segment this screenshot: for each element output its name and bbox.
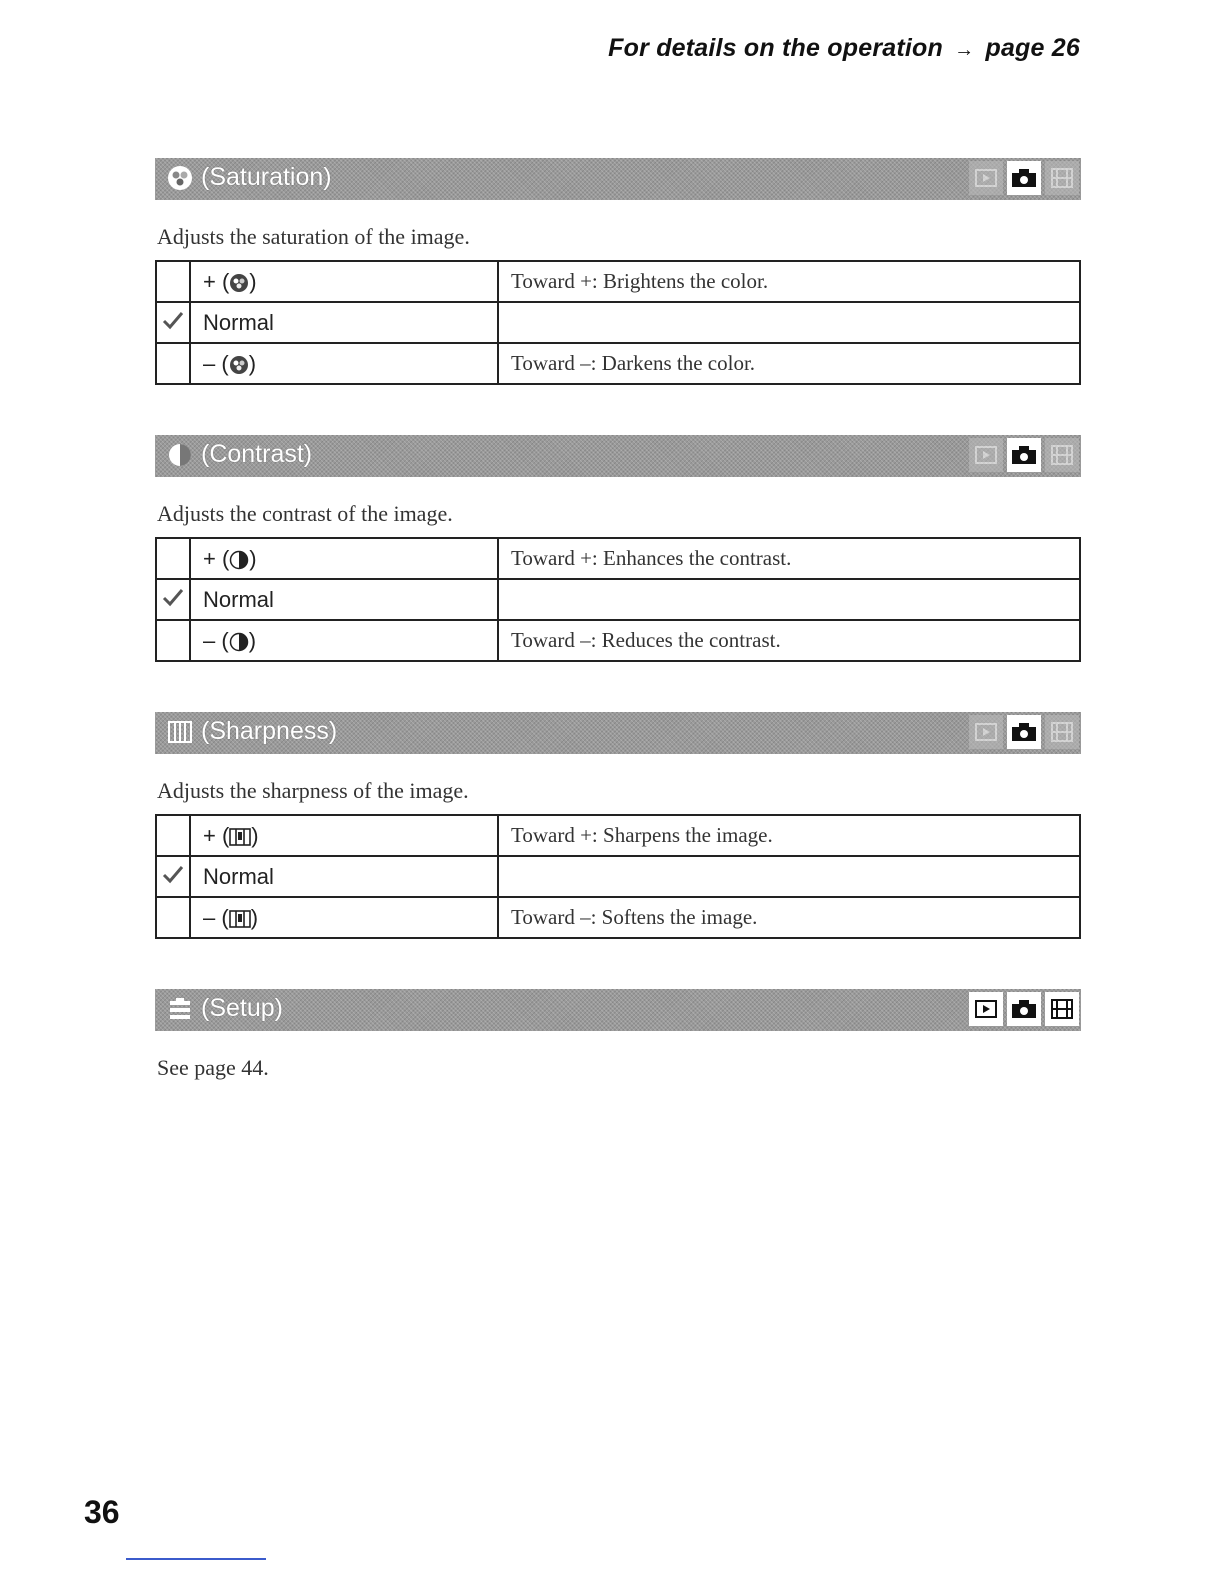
- sharpness-icon: [229, 909, 251, 929]
- table-row: + ( ) Toward +: Brightens the color.: [156, 261, 1080, 302]
- movie-mode-icon: [1045, 715, 1079, 749]
- sharpness-icon: [167, 719, 193, 745]
- page-number: 36: [84, 1494, 120, 1530]
- table-row: [156, 579, 1080, 620]
- section-title: (Setup): [201, 994, 283, 1022]
- table-row: – ( ) Toward –: Darkens the color.: [156, 343, 1080, 384]
- playback-mode-icon: [969, 992, 1003, 1026]
- camera-mode-icon: [1007, 161, 1041, 195]
- option-label: Normal: [190, 302, 498, 343]
- table-row: + ( ) Toward +: Enhances the contrast.: [156, 538, 1080, 579]
- option-note: Toward +: Brightens the color.: [498, 261, 1080, 302]
- section-title-bar: [155, 158, 1081, 200]
- section-title-bar: [155, 435, 1081, 477]
- option-note: Toward +: Sharpens the image.: [498, 815, 1080, 856]
- section-title: (Sharpness): [201, 717, 338, 745]
- option-label: Normal: [190, 856, 498, 897]
- table-row: [156, 856, 1080, 897]
- playback-mode-icon: [969, 161, 1003, 195]
- option-label: Normal: [190, 579, 498, 620]
- sharpness-section: [155, 712, 1081, 939]
- options-table: [155, 260, 1081, 385]
- option-note: Toward –: Softens the image.: [498, 897, 1080, 938]
- movie-mode-icon: [1045, 161, 1079, 195]
- checkmark-icon: [162, 587, 184, 607]
- checkmark-icon: [162, 864, 184, 884]
- camera-mode-icon: [1007, 715, 1041, 749]
- section-title: (Contrast): [201, 440, 313, 468]
- options-table: [155, 814, 1081, 939]
- checkmark-icon: [162, 310, 184, 330]
- contrast-icon: [167, 442, 193, 468]
- playback-mode-icon: [969, 438, 1003, 472]
- section-description: Adjusts the contrast of the image.: [157, 501, 453, 526]
- section-description: Adjusts the sharpness of the image.: [157, 778, 469, 803]
- contrast-icon: [229, 550, 249, 570]
- saturation-icon: [167, 165, 193, 191]
- header-ref-page: page 26: [985, 34, 1080, 62]
- saturation-icon: [229, 355, 249, 375]
- footer-divider: [126, 1558, 266, 1560]
- options-table: [155, 537, 1081, 662]
- setup-section: [155, 989, 1081, 1081]
- sharpness-icon: [229, 827, 251, 847]
- movie-mode-icon: [1045, 438, 1079, 472]
- playback-mode-icon: [969, 715, 1003, 749]
- header-ref-text: For details on the operation: [608, 34, 943, 62]
- camera-mode-icon: [1007, 992, 1041, 1026]
- section-title-bar: [155, 712, 1081, 754]
- arrow-icon: →: [954, 39, 975, 61]
- table-row: + ( ) Toward +: Sharpens the image.: [156, 815, 1080, 856]
- movie-mode-icon: [1045, 992, 1079, 1026]
- option-note: Toward +: Enhances the contrast.: [498, 538, 1080, 579]
- section-title: (Saturation): [201, 163, 332, 191]
- section-description: See page 44.: [157, 1055, 269, 1080]
- saturation-icon: [229, 273, 249, 293]
- saturation-section: [155, 158, 1081, 385]
- table-row: [156, 302, 1080, 343]
- section-description: Adjusts the saturation of the image.: [157, 224, 470, 249]
- camera-mode-icon: [1007, 438, 1041, 472]
- header-reference: [608, 34, 1080, 63]
- setup-icon: [167, 996, 193, 1022]
- section-title-bar: [155, 989, 1081, 1031]
- table-row: – ( ) Toward –: Softens the image.: [156, 897, 1080, 938]
- table-row: – ( ) Toward –: Reduces the contrast.: [156, 620, 1080, 661]
- option-note: Toward –: Reduces the contrast.: [498, 620, 1080, 661]
- option-note: Toward –: Darkens the color.: [498, 343, 1080, 384]
- contrast-section: [155, 435, 1081, 662]
- contrast-icon: [229, 632, 249, 652]
